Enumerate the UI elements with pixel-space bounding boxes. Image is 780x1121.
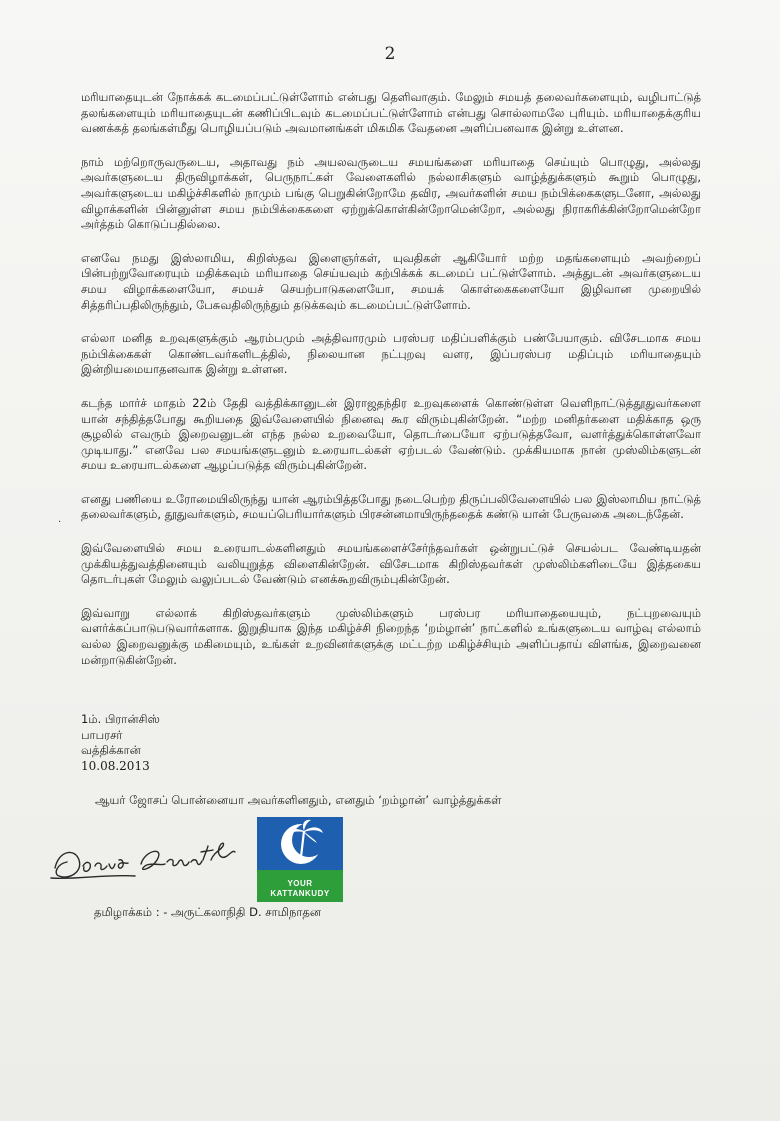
handwritten-signature [45,820,260,895]
paragraph: இவ்வேளையில் சமய உரையாடல்களினதும் சமயங்களைச்சேர்ந்தவர்கள் ஒன்றுபட்டுச் செயல்பட வேண்டியதன் முக்கியத்துவத்தினையும் வலியுறுத்த விளைகின்றேன். விசேடமாக கிறிஸ்தவர்கள் முஸ்லிம்களிடையே இத்தகைய தொடர்புகள் மேலும் வலுப்படல் வேண்டும் எனக்கூறவிரும்புகின்றேன். [81,541,701,587]
logo-line-1: YOUR [287,879,313,888]
signoff-date: 10.08.2013 [81,758,150,773]
paragraph: எனது பணியை உரோமையிலிருந்து யான் ஆரம்பித்தபோது நடைபெற்ற திருப்பலிவேளையில் பல இஸ்லாமிய நாட்டுத் தலைவர்களும், தூதுவர்களும், சமயப்பெரியார்களும் பிரசன்னமாயிருந்ததைக் கண்டு யான் பேருவகை அடைந்தேன். [81,491,701,522]
translation-credit [94,905,694,921]
logo-line-2: KATTANKUDY [270,889,330,898]
paragraph: எனவே நமது இஸ்லாமிய, கிறிஸ்தவ இளைஞர்கள், யுவதிகள் ஆகியோர் மற்ற மதங்களையும் அவற்றைப் பின்பற்றுவோரையும் மதிக்கவும் மரியாதை செய்யவும் கற்பிக்கக் கடமைப் பட்டுள்ளோம். அத்துடன் அவர்களுடைய சமய விழாக்களையோ, சமயச் செயற்பாடுகளையோ, சமயக் கொள்கைகளையோ இழிவான முறையில் சித்தரிப்பதிலிருந்தும், பேசுவதிலிருந்தும் தடுக்கவும் கடமைப்பட்டுள்ளோம். [81,250,701,312]
signoff-block [81,712,160,774]
signoff-name: 1ம். பிரான்சிஸ் [81,712,160,726]
signoff-place: வத்திக்கான் [81,743,141,758]
paragraph: கடந்த மார்ச் மாதம் 22ம் தேதி வத்திக்கானுடன் இராஜதந்திர உறவுகளைக் கொண்டுள்ள வெளிநாட்டுத்தூதுவர்களை யான் சந்தித்தபோது கூறியதை இவ்வேளையில் நினைவு கூர விரும்புகின்றேன். “மற்ற மனிதர்களை மதிக்காத ஒரு சூழலில் எவரும் இறைவனுடன் எந்த நல்ல உறவையோ, தொடர்பையோ ஏற்படுத்தவோ, வளர்த்துக்கொள்ளவோ முடியாது.” எனவே பல சமயங்களுடனும் உரையாடல்கள் ஏற்படல் வேண்டும். முக்கியமாக நான் முஸ்லிம்களுடன் சமய உரையாடல்களை ஆழப்படுத்த விரும்புகின்றேன். [81,395,701,473]
signoff-title: பாபரசர் [81,727,123,742]
paragraph: எல்லா மனித உறவுகளுக்கும் ஆரம்பமும் அத்திவாரமும் பரஸ்பர மதிப்பளிக்கும் பண்பேயாகும். விசேடமாக சமய நம்பிக்கைகள் கொண்டவர்களிடத்தில், நிலையான நட்புறவு வளர, இப்பரஸ்பர மதிப்பும் மரியாதையும் இன்றியமையாதனவாக இன்று உள்ளன. [81,331,701,377]
translator-name: அருட்கலாநிதி D. சாமிநாதன [171,905,322,919]
paragraph: நாம் மற்றொருவருடைய, அதாவது நம் அயலவருடைய சமயங்களை மரியாதை செய்யும் பொழுது, அல்லது அவர்களுடைய திருவிழாக்கள், பெருநாட்கள் வேளைகளில் நல்லாசிகளும் வாழ்த்துக்களும் கூறும் பொழுது, அவர்களுடைய மகிழ்ச்சிகளில் நாமும் பங்கு பெறுகின்றோமே தவிர, அவர்களின் சமய நம்பிக்கைகளுடனோ, அல்லது விழாக்களின் பின்னுள்ள சமய நம்பிக்கைகளை ஏற்றுக்கொள்கின்றோமென்றோ, அல்லது நிராகரிக்கின்றோமென்றோ அர்த்தம் கொடுப்பதில்லை. [81,154,701,232]
page-number: 2 [384,44,396,64]
translation-label: தமிழாக்கம் : - [94,905,168,919]
margin-mark: · [58,517,62,528]
paragraph: மரியாதையுடன் நோக்கக் கடமைப்பட்டுள்ளோம் என்பது தெளிவாகும். மேலும் சமயத் தலைவர்களையும், வழிபாட்டுத் தலங்களையும் மரியாதையுடன் கணிப்பிடவும் கடமைப்பட்டுள்ளோம் என்பது சொல்லாமலே புரியும். மரியாதைக்குரிய வணக்கத் தலங்கள்மீது பொழியப்படும் அவமானங்கள் மிகமிக வேதனை அளிப்பனவாக இன்று உள்ளன. [81,90,701,136]
greeting-line: ஆயர் ஜோசப் பொன்னையா அவர்களினதும், எனதும் ‘றம்ழான்’ வாழ்த்துக்கள் [95,793,502,807]
letter-body [81,90,701,686]
kattankudy-logo [257,817,343,902]
palm-moon-icon [257,817,343,877]
paragraph: இவ்வாறு எல்லாக் கிறிஸ்தவர்களும் முஸ்லிம்களும் பரஸ்பர மரியாதையையும், நட்புறவையும் வளர்க்கப்பாடுபடுவார்களாக. இறுதியாக இந்த மகிழ்ச்சி நிறைந்த ‘றம்ழான்’ நாட்களில் உங்களுடைய வாழ்வு எல்லாம் வல்ல இறைவனுக்கு மகிமையும், உங்கள் உறவினர்களுக்கு மட்டற்ற மகிழ்ச்சியும் அளிப்பதாய் விளங்க, இறைவனை மன்றாடுகின்றேன். [81,605,701,667]
